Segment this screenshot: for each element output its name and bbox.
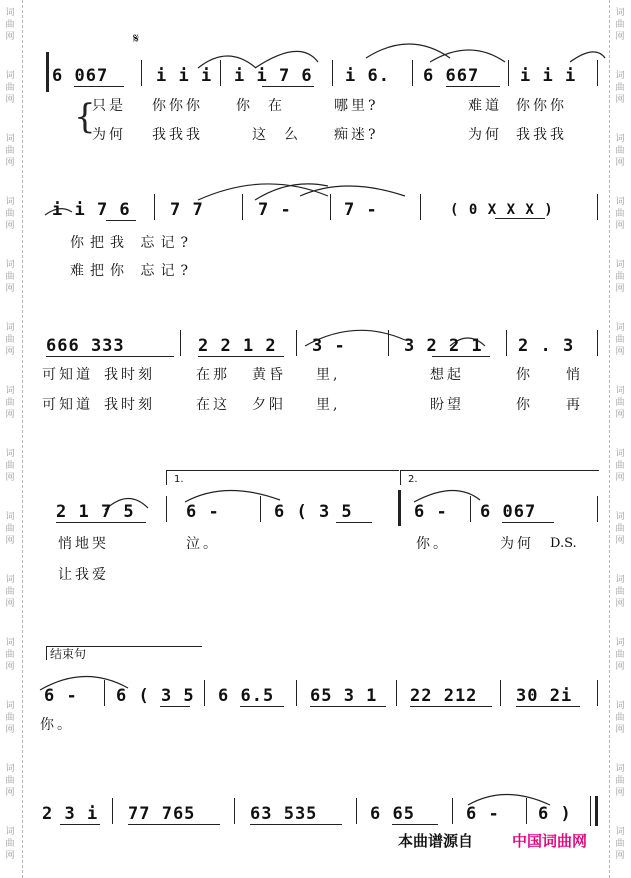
watermark-glyph: 词 — [615, 134, 625, 144]
second-ending-label: 2. — [408, 474, 418, 485]
watermark-glyph: 词 — [615, 260, 625, 270]
row3-lyric-a-4: 黄昏 — [252, 367, 286, 383]
row1-lyric-a-5: 难道 — [468, 98, 502, 114]
watermark-glyph: 词 — [615, 8, 625, 18]
watermark-glyph: 词 — [5, 197, 15, 207]
watermark-glyph: 曲 — [615, 272, 625, 282]
watermark-glyph: 曲 — [5, 335, 15, 345]
beam-underline — [60, 824, 100, 825]
watermark-glyph: 曲 — [615, 776, 625, 786]
watermark-glyph: 网 — [5, 599, 15, 609]
watermark-glyph: 网 — [5, 410, 15, 420]
row3-lyric-b-2: 我时刻 — [104, 397, 155, 413]
watermark-glyph: 网 — [615, 788, 625, 798]
watermark-glyph: 曲 — [5, 524, 15, 534]
row3-lyric-b-6: 盼望 — [430, 397, 464, 413]
watermark-glyph: 网 — [615, 32, 625, 42]
segno-symbol: 𝄋 — [133, 31, 140, 47]
row3-barline — [296, 330, 297, 356]
row6-barline — [234, 798, 235, 824]
row4-measure-2: 6 - — [186, 502, 220, 522]
watermark-glyph: 网 — [5, 95, 15, 105]
beam-underline — [262, 86, 314, 87]
row3-barline — [388, 330, 389, 356]
watermark-glyph: 网 — [5, 725, 15, 735]
row3-measure-1: 666 333 — [46, 336, 125, 356]
row6-barline — [112, 798, 113, 824]
first-ending-bracket — [166, 470, 399, 485]
second-ending-bracket — [400, 470, 599, 485]
watermark-glyph: 网 — [615, 410, 625, 420]
row1-lyric-a-4: 哪里? — [334, 98, 379, 114]
row1-lyric-b-4: 痴迷? — [334, 127, 379, 143]
row3-lyric-b-5: 里, — [316, 397, 341, 413]
row4-measure-5: 6 067 — [480, 502, 537, 522]
coda-measure-3: 6 6.5 — [218, 686, 275, 706]
row3-lyric-a-6: 想起 — [430, 367, 464, 383]
row1-barline — [508, 60, 509, 86]
coda-barline — [296, 680, 297, 706]
row3-lyric-b-1: 可知道 — [42, 397, 93, 413]
watermark-glyph: 曲 — [5, 713, 15, 723]
row1-barline — [597, 60, 598, 86]
row1-barline — [412, 60, 413, 86]
first-ending-label: 1. — [174, 474, 184, 485]
watermark-glyph: 曲 — [615, 398, 625, 408]
row3-barline — [597, 330, 598, 356]
watermark-glyph: 词 — [5, 71, 15, 81]
row2-measure-2: 7 7 — [170, 200, 204, 220]
row6-measure-6: 6 ) — [538, 804, 572, 824]
row2-measure-1: i i 7 6 — [52, 200, 131, 220]
final-barline-thin — [590, 796, 591, 826]
row3-measure-4: 3 2 2 1 — [404, 336, 483, 356]
row1-measure-2: i i i — [156, 66, 213, 86]
row1-barline — [141, 60, 142, 86]
row3-lyric-b-4: 夕阳 — [252, 397, 286, 413]
row3-barline — [506, 330, 507, 356]
watermark-glyph: 网 — [615, 95, 625, 105]
watermark-glyph: 网 — [5, 347, 15, 357]
watermark-glyph: 曲 — [615, 335, 625, 345]
coda-measure-2: 6 ( 3 5 — [116, 686, 195, 706]
watermark-glyph: 网 — [615, 599, 625, 609]
watermark-glyph: 词 — [615, 701, 625, 711]
repeat-barline — [398, 490, 401, 526]
row6-measure-4: 6 65 — [370, 804, 415, 824]
coda-lyric: 你。 — [40, 717, 74, 733]
watermark-glyph: 网 — [615, 851, 625, 861]
coda-barline — [597, 680, 598, 706]
watermark-glyph: 网 — [5, 473, 15, 483]
watermark-glyph: 曲 — [615, 524, 625, 534]
watermark-glyph: 网 — [5, 284, 15, 294]
row3-lyric-a-3: 在那 — [196, 367, 230, 383]
watermark-glyph: 曲 — [5, 272, 15, 282]
row1-lyric-a-1: 只是 — [92, 98, 126, 114]
coda-measure-5: 22 212 — [410, 686, 478, 706]
ds-marking: D.S. — [550, 536, 577, 551]
row1-measure-4: i 6. — [345, 66, 390, 86]
row6-measure-2: 77 765 — [128, 804, 196, 824]
beam-underline — [240, 706, 284, 707]
row4-barline — [597, 496, 598, 522]
beam-underline — [336, 522, 372, 523]
source-label: 本曲谱源自 — [398, 832, 474, 850]
coda-barline — [204, 680, 205, 706]
row2-lyric-a: 你把我 忘记? — [70, 235, 194, 251]
watermark-glyph: 曲 — [5, 209, 15, 219]
row1-lyric-b-6: 我我我 — [516, 127, 567, 143]
watermark-glyph: 曲 — [615, 587, 625, 597]
watermark-glyph: 曲 — [615, 839, 625, 849]
row1-lyric-a-6: 你你你 — [516, 98, 567, 114]
row1-lyric-b-5: 为何 — [468, 127, 502, 143]
watermark-glyph: 曲 — [5, 776, 15, 786]
beam-underline — [502, 522, 554, 523]
watermark-glyph: 网 — [5, 32, 15, 42]
watermark-glyph: 词 — [5, 512, 15, 522]
watermark-glyph: 曲 — [5, 650, 15, 660]
beam-underline — [432, 356, 490, 357]
row2-lyric-b: 难把你 忘记? — [70, 263, 194, 279]
watermark-glyph: 网 — [5, 788, 15, 798]
row4-lyric-a-1: 悄地哭 — [58, 536, 109, 552]
row1-lyric-a-3: 你在 — [236, 98, 300, 114]
watermark-glyph: 词 — [615, 71, 625, 81]
row1-lyric-b-3: 这么 — [252, 127, 316, 143]
row2-barline — [330, 194, 331, 220]
row1-lyric-b-1: 为何 — [92, 127, 126, 143]
watermark-glyph: 网 — [5, 662, 15, 672]
row4-measure-4: 6 - — [414, 502, 448, 522]
row1-barline — [332, 60, 333, 86]
row3-lyric-a-7: 你 — [516, 367, 533, 383]
watermark-glyph: 网 — [615, 221, 625, 231]
watermark-glyph: 词 — [615, 449, 625, 459]
row3-measure-3: 3 - — [312, 336, 346, 356]
beam-underline — [106, 220, 136, 221]
watermark-glyph: 网 — [615, 347, 625, 357]
watermark-glyph: 曲 — [5, 587, 15, 597]
beam-underline — [516, 706, 580, 707]
row2-barline — [242, 194, 243, 220]
row4-lyric-a-3: 你。 — [416, 536, 450, 552]
beam-underline — [410, 706, 492, 707]
coda-barline — [500, 680, 501, 706]
watermark-glyph: 词 — [5, 323, 15, 333]
row1-lyric-a-2: 你你你 — [152, 98, 203, 114]
watermark-glyph: 曲 — [615, 83, 625, 93]
row4-lyric-b-1: 让我爱 — [58, 567, 109, 583]
row3-lyric-b-3: 在这 — [196, 397, 230, 413]
watermark-glyph: 词 — [5, 638, 15, 648]
site-name: 中国词曲网 — [512, 832, 588, 850]
beam-underline — [250, 824, 342, 825]
row3-measure-2: 2 2 1 2 — [198, 336, 277, 356]
row4-lyric-a-2: 泣。 — [186, 536, 220, 552]
watermark-glyph: 词 — [615, 575, 625, 585]
watermark-glyph: 网 — [5, 536, 15, 546]
row1-lyric-b-2: 我我我 — [152, 127, 203, 143]
row4-measure-3: 6 ( 3 5 — [274, 502, 353, 522]
beam-underline — [128, 824, 220, 825]
row4-lyric-a-4: 为何 — [500, 536, 534, 552]
watermark-glyph: 网 — [5, 158, 15, 168]
row1-measure-6: i i i — [520, 66, 577, 86]
beam-underline — [392, 824, 438, 825]
watermark-glyph: 网 — [5, 851, 15, 861]
beam-underline — [74, 86, 124, 87]
watermark-glyph: 词 — [615, 764, 625, 774]
watermark-glyph: 曲 — [5, 20, 15, 30]
watermark-glyph: 曲 — [615, 20, 625, 30]
row6-measure-1: 2 3 i — [42, 804, 99, 824]
watermark-glyph: 网 — [615, 473, 625, 483]
beam-underline — [495, 218, 545, 219]
watermark-glyph: 曲 — [5, 146, 15, 156]
beam-underline — [160, 706, 190, 707]
row6-measure-5: 6 - — [466, 804, 500, 824]
row3-lyric-a-2: 我时刻 — [104, 367, 155, 383]
row1-measure-1: 6 067 — [52, 66, 109, 86]
watermark-glyph: 词 — [5, 134, 15, 144]
coda-measure-4: 65 3 1 — [310, 686, 378, 706]
row6-barline — [452, 798, 453, 824]
watermark-glyph: 词 — [615, 638, 625, 648]
watermark-glyph: 曲 — [615, 461, 625, 471]
watermark-glyph: 网 — [615, 536, 625, 546]
row1-measure-5: 6 667 — [423, 66, 480, 86]
row2-barline — [154, 194, 155, 220]
watermark-glyph: 曲 — [615, 146, 625, 156]
row6-measure-3: 63 535 — [250, 804, 318, 824]
watermark-glyph: 词 — [5, 701, 15, 711]
beam-underline — [198, 356, 284, 357]
row3-lyric-a-8: 悄 — [566, 367, 583, 383]
watermark-glyph: 词 — [615, 512, 625, 522]
coda-barline — [104, 680, 105, 706]
coda-measure-1: 6 - — [44, 686, 78, 706]
watermark-glyph: 词 — [5, 386, 15, 396]
watermark-glyph: 曲 — [5, 83, 15, 93]
watermark-glyph: 曲 — [5, 461, 15, 471]
start-barline — [46, 52, 49, 92]
watermark-glyph: 曲 — [5, 398, 15, 408]
row3-barline — [180, 330, 181, 356]
watermark-glyph: 词 — [615, 197, 625, 207]
watermark-glyph: 词 — [5, 260, 15, 270]
row2-measure-3: 7 - — [258, 200, 292, 220]
watermark-glyph: 词 — [5, 827, 15, 837]
watermark-glyph: 网 — [615, 284, 625, 294]
final-barline-thick — [595, 796, 598, 826]
row2-barline — [597, 194, 598, 220]
row2-measure-5: ( 0 X X X ) — [450, 202, 554, 218]
watermark-glyph: 曲 — [615, 650, 625, 660]
row3-lyric-a-1: 可知道 — [42, 367, 93, 383]
watermark-glyph: 网 — [615, 158, 625, 168]
watermark-glyph: 曲 — [615, 713, 625, 723]
row4-measure-1: 2 1 7 5 — [56, 502, 135, 522]
watermark-glyph: 网 — [615, 725, 625, 735]
row2-barline — [420, 194, 421, 220]
coda-label: 结束句 — [46, 646, 202, 660]
coda-measure-6: 30 2i — [516, 686, 573, 706]
lyric-brace: { — [74, 97, 96, 137]
watermark-glyph: 曲 — [615, 209, 625, 219]
watermark-glyph: 曲 — [5, 839, 15, 849]
watermark-glyph: 网 — [615, 662, 625, 672]
row4-barline — [166, 496, 167, 522]
row1-measure-3: i i 7 6 — [234, 66, 313, 86]
row3-lyric-b-7: 你 — [516, 397, 533, 413]
watermark-glyph: 词 — [5, 449, 15, 459]
watermark-glyph: 词 — [5, 764, 15, 774]
row3-lyric-b-8: 再 — [566, 397, 583, 413]
row6-barline — [356, 798, 357, 824]
beam-underline — [56, 522, 146, 523]
watermark-glyph: 词 — [615, 323, 625, 333]
beam-underline — [46, 356, 174, 357]
watermark-glyph: 词 — [615, 827, 625, 837]
row4-barline — [260, 496, 261, 522]
watermark-glyph: 词 — [615, 386, 625, 396]
coda-barline — [396, 680, 397, 706]
row1-barline — [220, 60, 221, 86]
watermark-glyph: 网 — [5, 221, 15, 231]
row2-measure-4: 7 - — [344, 200, 378, 220]
beam-underline — [446, 86, 500, 87]
row4-barline — [470, 496, 471, 522]
row3-measure-5: 2 . 3 — [518, 336, 575, 356]
row3-lyric-a-5: 里, — [316, 367, 341, 383]
watermark-glyph: 词 — [5, 8, 15, 18]
row6-barline — [526, 798, 527, 824]
watermark-glyph: 词 — [5, 575, 15, 585]
beam-underline — [310, 706, 386, 707]
